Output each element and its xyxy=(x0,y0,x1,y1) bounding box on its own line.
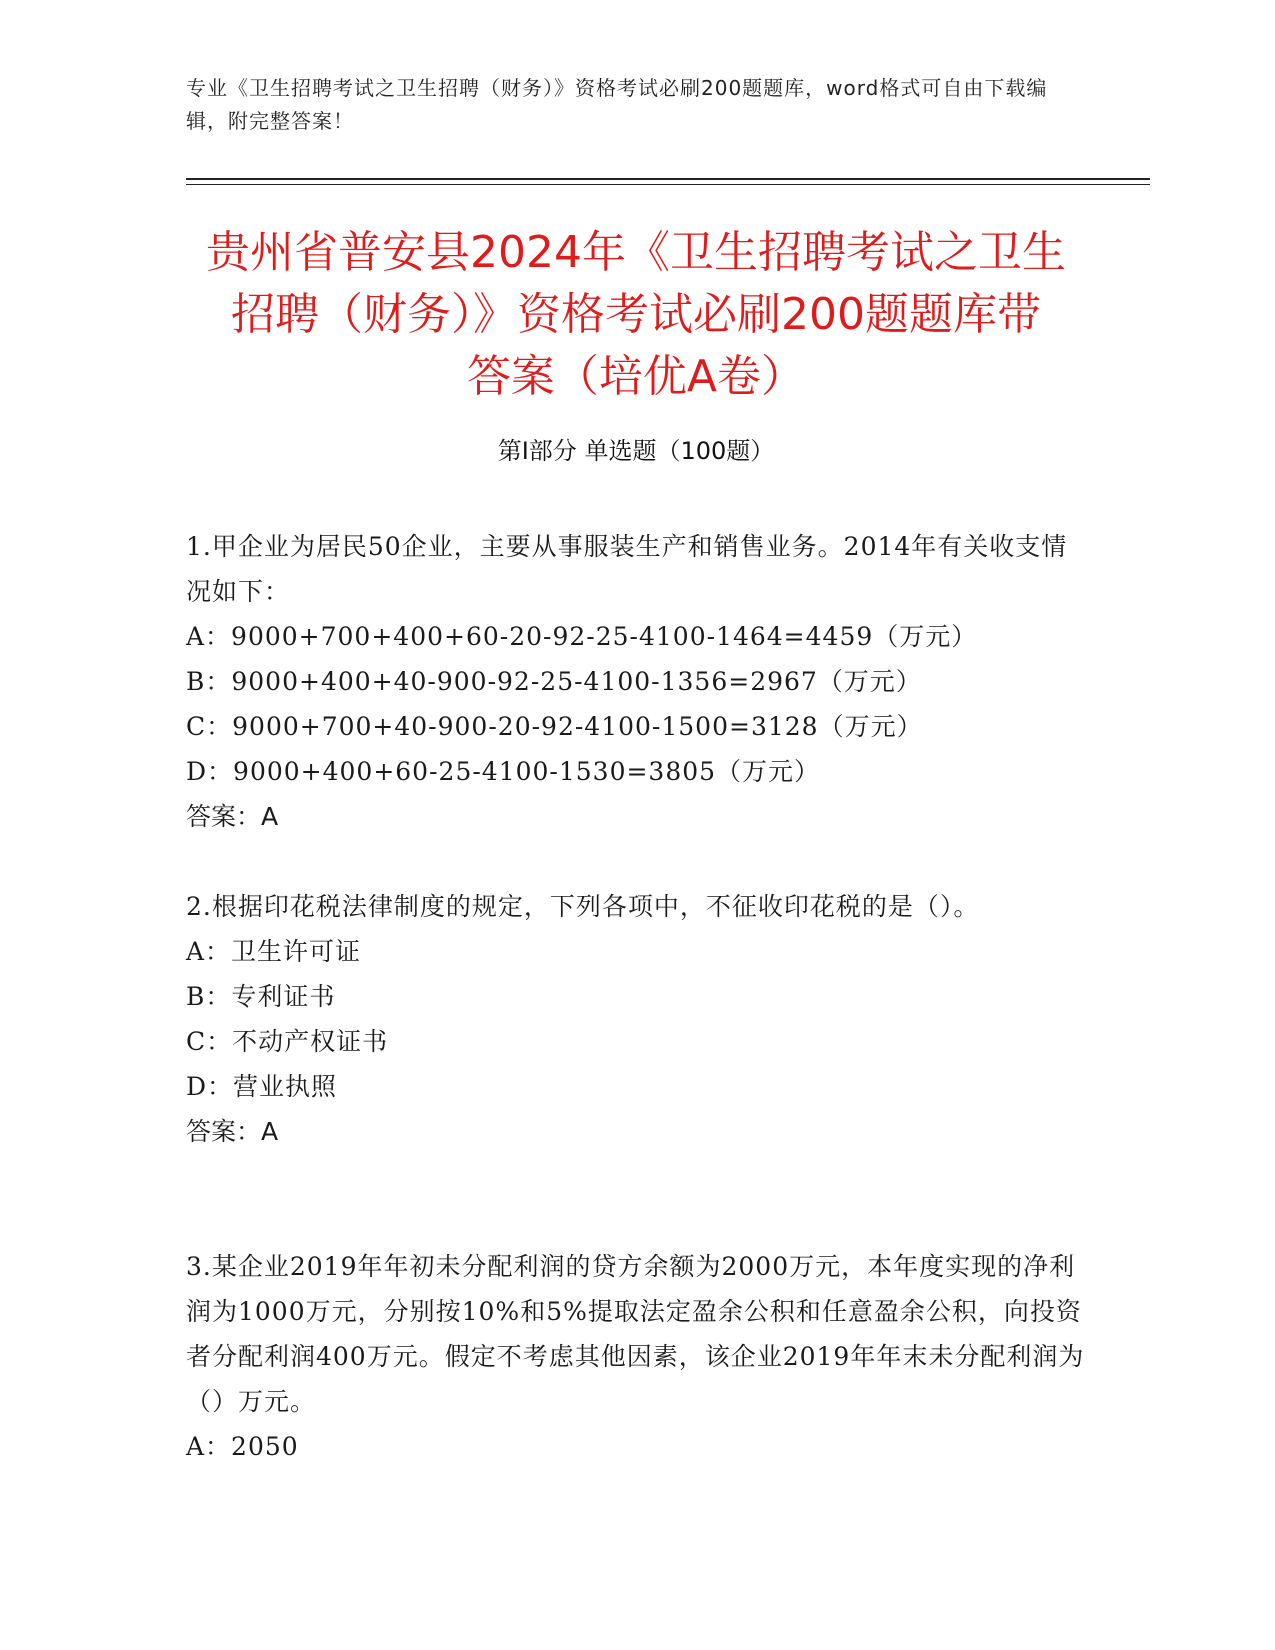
section-heading: 第Ⅰ部分 单选题（100题） xyxy=(497,437,775,465)
header-divider-thin xyxy=(186,184,1150,185)
title-line-2: 招聘（财务）》资格考试必刷200题题库带 xyxy=(231,289,1041,340)
option-a: A：2050 xyxy=(186,1432,299,1461)
header-note: 专业《卫生招聘考试之卫生招聘（财务）》资格考试必刷200题题库，word格式可自由下载编辑，附完整答案！ xyxy=(186,76,1048,133)
question-stem: 1.甲企业为居民50企业，主要从事服装生产和销售业务。2014年有关收支情况如下： xyxy=(186,532,1068,606)
title-line-3: 答案（培优A卷） xyxy=(466,351,806,402)
option-d: D：9000+400+60-25-4100-1530=3805（万元） xyxy=(186,757,821,786)
question-stem: 2.根据印花税法律制度的规定，下列各项中，不征收印花税的是（）。 xyxy=(186,892,980,921)
title-line-1: 贵州省普安县2024年《卫生招聘考试之卫生 xyxy=(206,227,1066,278)
option-d: D：营业执照 xyxy=(186,1072,338,1101)
option-c: C：9000+700+40-900-20-92-4100-1500=3128（万元） xyxy=(186,712,923,741)
option-a: A：卫生许可证 xyxy=(186,937,362,966)
answer: 答案：A xyxy=(186,1117,279,1146)
document-title xyxy=(186,222,1086,408)
option-b: B：专利证书 xyxy=(186,982,336,1011)
question-1 xyxy=(186,524,1086,839)
question-stem: 3.某企业2019年年初未分配利润的贷方余额为2000万元，本年度实现的净利润为1000万元，分别按10%和5%提取法定盈余公积和任意盈余公积，向投资者分配利润400万元。假定不考虑其他因素，该企业2019年年末未分配利润为（）万元。 xyxy=(186,1252,1085,1416)
question-3 xyxy=(186,1244,1086,1469)
question-2 xyxy=(186,884,1086,1154)
option-a: A：9000+700+400+60-20-92-25-4100-1464=4459（万元） xyxy=(186,622,978,651)
option-c: C：不动产权证书 xyxy=(186,1027,389,1056)
option-b: B：9000+400+40-900-92-25-4100-1356=2967（万元） xyxy=(186,667,922,696)
answer: 答案：A xyxy=(186,802,279,831)
header-divider-thick xyxy=(186,178,1150,180)
